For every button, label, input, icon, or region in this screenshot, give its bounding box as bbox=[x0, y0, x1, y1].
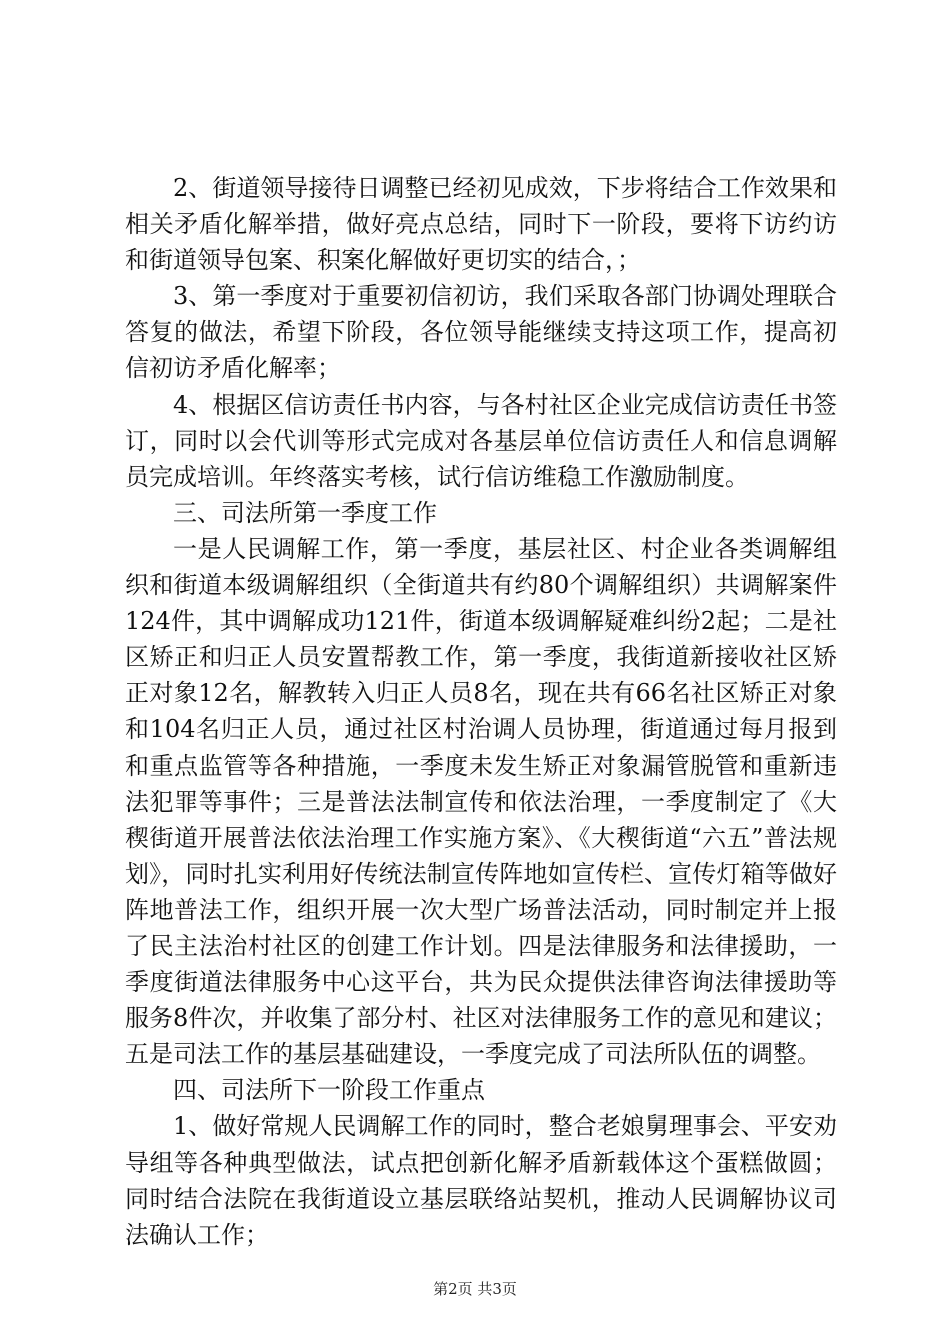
page-footer: 第2页 共3页 bbox=[433, 1280, 517, 1298]
section-heading-3: 三、司法所第一季度工作 bbox=[173, 498, 437, 527]
paragraph-item-4: 4、根据区信访责任书内容，与各村社区企业完成信访责任书签订，同时以会代训等形式完成对各基层单位信访责任人和信息调解员完成培训。年终落实考核，试行信访维稳工作激励制度。 bbox=[125, 390, 837, 491]
paragraph-next-item-1: 1、做好常规人民调解工作的同时，整合老娘舅理事会、平安劝导组等各种典型做法，试点把创新化解矛盾新载体这个蛋糕做圆；同时结合法院在我街道设立基层联络站契机，推动人民调解协议司法确认工作； bbox=[125, 1112, 837, 1249]
paragraph-item-2: 2、街道领导接待日调整已经初见成效，下步将结合工作效果和相关矛盾化解举措，做好亮点总结，同时下一阶段，要将下访约访和街道领导包案、积案化解做好更切实的结合，； bbox=[125, 174, 837, 275]
paragraph-item-3: 3、第一季度对于重要初信初访，我们采取各部门协调处理联合答复的做法，希望下阶段，各位领导能继续支持这项工作，提高初信初访矛盾化解率； bbox=[125, 282, 837, 383]
paragraph-judicial-q1: 一是人民调解工作，第一季度，基层社区、村企业各类调解组织和街道本级调解组织（全街道共有约80个调解组织）共调解案件124件，其中调解成功121件，街道本级调解疑难纠纷2起；二是社区矫正和归正人员安置帮教工作，第一季度，我街道新接收社区矫正对象12名，解教转入归正人员8名，现在共有66名社区矫正对象和104名归正人员，通过社区村治调人员协理，街道通过每月报到和重点监管等各种措施，一季度未发生矫正对象漏管脱管和重新违法犯罪等事件；三是普法法制宣传和依法治理，一季度制定了《大稧街道开展普法依法治理工作实施方案》、《大稧街道“六五”普法规划》，同时扎实利用好传统法制宣传阵地如宣传栏、宣传灯箱等做好阵地普法工作，组织开展一次大型广场普法活动，同时制定并上报了民主法治村社区的创建工作计划。四是法律服务和法律援助，一季度街道法律服务中心这平台，共为民众提供法律咨询法律援助等服务8件次，并收集了部分村、社区对法律服务工作的意见和建议；五是司法工作的基层基础建设，一季度完成了司法所队伍的调整。 bbox=[125, 534, 837, 1069]
section-heading-4: 四、司法所下一阶段工作重点 bbox=[173, 1076, 485, 1105]
document-body bbox=[125, 170, 837, 1253]
